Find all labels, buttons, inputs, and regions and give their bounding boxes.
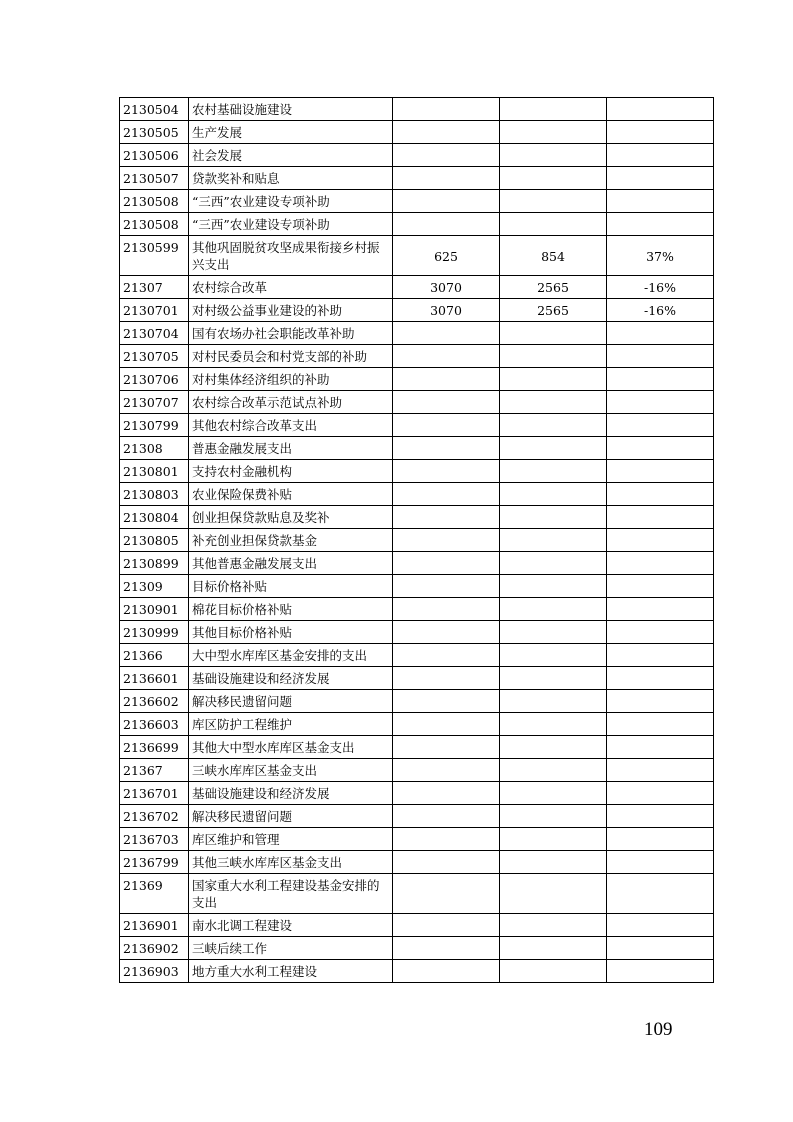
subject-code-cell: 2130507	[120, 167, 189, 190]
value-cell-b	[500, 460, 607, 483]
subject-name-cell: 国家重大水利工程建设基金安排的支出	[189, 874, 393, 914]
subject-code-cell: 21307	[120, 276, 189, 299]
value-cell-b: 2565	[500, 299, 607, 322]
table-row	[120, 368, 714, 391]
value-cell-a	[393, 144, 500, 167]
table-row	[120, 98, 714, 121]
value-cell-a: 625	[393, 236, 500, 276]
subject-name-cell: 生产发展	[189, 121, 393, 144]
table-row	[120, 713, 714, 736]
table-row	[120, 552, 714, 575]
subject-name-cell: 基础设施建设和经济发展	[189, 667, 393, 690]
value-cell-c	[607, 960, 714, 983]
subject-name-cell: 基础设施建设和经济发展	[189, 782, 393, 805]
value-cell-b	[500, 690, 607, 713]
value-cell-a	[393, 414, 500, 437]
subject-name-cell: 解决移民遗留问题	[189, 805, 393, 828]
value-cell-b	[500, 805, 607, 828]
table-row	[120, 914, 714, 937]
value-cell-b	[500, 345, 607, 368]
table-row	[120, 667, 714, 690]
value-cell-c	[607, 759, 714, 782]
value-cell-c	[607, 713, 714, 736]
subject-code-cell: 2136902	[120, 937, 189, 960]
table-row	[120, 621, 714, 644]
value-cell-b	[500, 914, 607, 937]
value-cell-b	[500, 529, 607, 552]
value-cell-b	[500, 575, 607, 598]
value-cell-a	[393, 782, 500, 805]
subject-name-cell: 三峡水库库区基金支出	[189, 759, 393, 782]
value-cell-c	[607, 914, 714, 937]
value-cell-b	[500, 391, 607, 414]
subject-code-cell: 2136799	[120, 851, 189, 874]
table-row	[120, 805, 714, 828]
value-cell-b	[500, 598, 607, 621]
value-cell-b	[500, 483, 607, 506]
table-row	[120, 167, 714, 190]
value-cell-c	[607, 368, 714, 391]
value-cell-b	[500, 167, 607, 190]
value-cell-c	[607, 621, 714, 644]
subject-name-cell: 目标价格补贴	[189, 575, 393, 598]
subject-name-cell: 补充创业担保贷款基金	[189, 529, 393, 552]
page-number: 109	[644, 1019, 673, 1040]
subject-code-cell: 2130799	[120, 414, 189, 437]
value-cell-a	[393, 322, 500, 345]
subject-name-cell: 地方重大水利工程建设	[189, 960, 393, 983]
subject-name-cell: 其他农村综合改革支出	[189, 414, 393, 437]
value-cell-a	[393, 621, 500, 644]
subject-code-cell: 2130804	[120, 506, 189, 529]
subject-name-cell: 库区防护工程维护	[189, 713, 393, 736]
value-cell-b	[500, 759, 607, 782]
subject-name-cell: 农村基础设施建设	[189, 98, 393, 121]
value-cell-c: -16%	[607, 276, 714, 299]
value-cell-a	[393, 759, 500, 782]
value-cell-a	[393, 828, 500, 851]
subject-name-cell: “三西”农业建设专项补助	[189, 213, 393, 236]
table-row	[120, 391, 714, 414]
table-row	[120, 529, 714, 552]
value-cell-a	[393, 190, 500, 213]
value-cell-a	[393, 529, 500, 552]
value-cell-c	[607, 782, 714, 805]
subject-code-cell: 2130508	[120, 213, 189, 236]
value-cell-a	[393, 575, 500, 598]
subject-code-cell: 2130504	[120, 98, 189, 121]
value-cell-b	[500, 368, 607, 391]
value-cell-c	[607, 667, 714, 690]
table-row	[120, 828, 714, 851]
subject-code-cell: 2130899	[120, 552, 189, 575]
table-row	[120, 690, 714, 713]
subject-name-cell: 对村集体经济组织的补助	[189, 368, 393, 391]
value-cell-c	[607, 690, 714, 713]
value-cell-c	[607, 529, 714, 552]
table-row	[120, 937, 714, 960]
table-row	[120, 736, 714, 759]
table-row	[120, 759, 714, 782]
table-row	[120, 276, 714, 299]
value-cell-b: 2565	[500, 276, 607, 299]
table-row	[120, 851, 714, 874]
table-row	[120, 483, 714, 506]
subject-code-cell: 2136699	[120, 736, 189, 759]
table-row	[120, 213, 714, 236]
value-cell-a	[393, 713, 500, 736]
value-cell-a	[393, 667, 500, 690]
subject-code-cell: 2130801	[120, 460, 189, 483]
subject-name-cell: 棉花目标价格补贴	[189, 598, 393, 621]
subject-name-cell: 创业担保贷款贴息及奖补	[189, 506, 393, 529]
subject-code-cell: 2136603	[120, 713, 189, 736]
subject-name-cell: 其他三峡水库库区基金支出	[189, 851, 393, 874]
subject-code-cell: 2130701	[120, 299, 189, 322]
subject-name-cell: 其他大中型水库库区基金支出	[189, 736, 393, 759]
value-cell-c	[607, 736, 714, 759]
value-cell-a: 3070	[393, 299, 500, 322]
value-cell-c	[607, 121, 714, 144]
table-row	[120, 598, 714, 621]
value-cell-b: 854	[500, 236, 607, 276]
value-cell-a	[393, 98, 500, 121]
value-cell-a	[393, 167, 500, 190]
subject-name-cell: 贷款奖补和贴息	[189, 167, 393, 190]
value-cell-a	[393, 121, 500, 144]
subject-code-cell: 2130999	[120, 621, 189, 644]
subject-code-cell: 2136701	[120, 782, 189, 805]
subject-code-cell: 2130901	[120, 598, 189, 621]
value-cell-c	[607, 874, 714, 914]
table-row	[120, 437, 714, 460]
value-cell-b	[500, 98, 607, 121]
subject-name-cell: 库区维护和管理	[189, 828, 393, 851]
table-row	[120, 782, 714, 805]
value-cell-a	[393, 437, 500, 460]
subject-name-cell: “三西”农业建设专项补助	[189, 190, 393, 213]
value-cell-c	[607, 575, 714, 598]
value-cell-b	[500, 874, 607, 914]
value-cell-c	[607, 345, 714, 368]
table-row	[120, 345, 714, 368]
value-cell-b	[500, 506, 607, 529]
subject-name-cell: 普惠金融发展支出	[189, 437, 393, 460]
subject-code-cell: 2136702	[120, 805, 189, 828]
table-row	[120, 874, 714, 914]
subject-name-cell: 大中型水库库区基金安排的支出	[189, 644, 393, 667]
value-cell-a	[393, 345, 500, 368]
subject-code-cell: 21309	[120, 575, 189, 598]
value-cell-b	[500, 437, 607, 460]
value-cell-a	[393, 213, 500, 236]
value-cell-a	[393, 914, 500, 937]
value-cell-c	[607, 322, 714, 345]
value-cell-a	[393, 644, 500, 667]
subject-name-cell: 社会发展	[189, 144, 393, 167]
value-cell-a	[393, 506, 500, 529]
value-cell-b	[500, 414, 607, 437]
value-cell-c	[607, 167, 714, 190]
subject-code-cell: 2130805	[120, 529, 189, 552]
value-cell-a	[393, 598, 500, 621]
subject-name-cell: 农业保险保费补贴	[189, 483, 393, 506]
subject-code-cell: 2136601	[120, 667, 189, 690]
subject-code-cell: 2130506	[120, 144, 189, 167]
value-cell-a	[393, 937, 500, 960]
subject-name-cell: 解决移民遗留问题	[189, 690, 393, 713]
table-row	[120, 190, 714, 213]
value-cell-c	[607, 437, 714, 460]
subject-code-cell: 2130508	[120, 190, 189, 213]
value-cell-b	[500, 713, 607, 736]
subject-code-cell: 2136602	[120, 690, 189, 713]
value-cell-c	[607, 851, 714, 874]
value-cell-b	[500, 621, 607, 644]
subject-name-cell: 三峡后续工作	[189, 937, 393, 960]
value-cell-c	[607, 805, 714, 828]
subject-name-cell: 国有农场办社会职能改革补助	[189, 322, 393, 345]
subject-code-cell: 2136903	[120, 960, 189, 983]
subject-name-cell: 南水北调工程建设	[189, 914, 393, 937]
value-cell-a	[393, 483, 500, 506]
value-cell-b	[500, 322, 607, 345]
subject-name-cell: 其他目标价格补贴	[189, 621, 393, 644]
value-cell-c	[607, 937, 714, 960]
value-cell-b	[500, 144, 607, 167]
value-cell-c	[607, 598, 714, 621]
table-row	[120, 322, 714, 345]
subject-code-cell: 2130707	[120, 391, 189, 414]
value-cell-a	[393, 460, 500, 483]
subject-code-cell: 2136901	[120, 914, 189, 937]
subject-code-cell: 21369	[120, 874, 189, 914]
value-cell-c	[607, 828, 714, 851]
value-cell-a	[393, 736, 500, 759]
value-cell-b	[500, 960, 607, 983]
value-cell-b	[500, 121, 607, 144]
table-row	[120, 144, 714, 167]
table-row	[120, 299, 714, 322]
subject-code-cell: 2130505	[120, 121, 189, 144]
table-row	[120, 644, 714, 667]
subject-name-cell: 其他巩固脱贫攻坚成果衔接乡村振兴支出	[189, 236, 393, 276]
value-cell-a	[393, 805, 500, 828]
table-body	[120, 98, 714, 983]
value-cell-c	[607, 644, 714, 667]
value-cell-c: -16%	[607, 299, 714, 322]
value-cell-a	[393, 874, 500, 914]
value-cell-a	[393, 960, 500, 983]
subject-code-cell: 2136703	[120, 828, 189, 851]
value-cell-b	[500, 667, 607, 690]
table-row	[120, 121, 714, 144]
subject-code-cell: 2130803	[120, 483, 189, 506]
value-cell-b	[500, 851, 607, 874]
subject-code-cell: 2130705	[120, 345, 189, 368]
budget-table	[119, 97, 714, 983]
subject-name-cell: 支持农村金融机构	[189, 460, 393, 483]
value-cell-c	[607, 98, 714, 121]
table-row	[120, 460, 714, 483]
subject-name-cell: 对村民委员会和村党支部的补助	[189, 345, 393, 368]
value-cell-c	[607, 460, 714, 483]
table-row	[120, 236, 714, 276]
value-cell-c	[607, 391, 714, 414]
value-cell-c	[607, 552, 714, 575]
subject-name-cell: 其他普惠金融发展支出	[189, 552, 393, 575]
table-row	[120, 414, 714, 437]
table-row	[120, 960, 714, 983]
value-cell-b	[500, 736, 607, 759]
value-cell-a	[393, 368, 500, 391]
value-cell-a	[393, 851, 500, 874]
table-row	[120, 575, 714, 598]
value-cell-b	[500, 782, 607, 805]
subject-code-cell: 21308	[120, 437, 189, 460]
value-cell-a	[393, 552, 500, 575]
value-cell-c	[607, 414, 714, 437]
value-cell-b	[500, 213, 607, 236]
subject-name-cell: 农村综合改革示范试点补助	[189, 391, 393, 414]
subject-code-cell: 2130599	[120, 236, 189, 276]
value-cell-b	[500, 828, 607, 851]
value-cell-b	[500, 190, 607, 213]
subject-code-cell: 2130706	[120, 368, 189, 391]
value-cell-c	[607, 190, 714, 213]
value-cell-c	[607, 213, 714, 236]
value-cell-b	[500, 937, 607, 960]
subject-code-cell: 21367	[120, 759, 189, 782]
value-cell-c: 37%	[607, 236, 714, 276]
value-cell-c	[607, 144, 714, 167]
value-cell-c	[607, 483, 714, 506]
value-cell-b	[500, 552, 607, 575]
subject-name-cell: 对村级公益事业建设的补助	[189, 299, 393, 322]
subject-code-cell: 21366	[120, 644, 189, 667]
value-cell-c	[607, 506, 714, 529]
value-cell-a	[393, 690, 500, 713]
value-cell-a: 3070	[393, 276, 500, 299]
subject-code-cell: 2130704	[120, 322, 189, 345]
table-row	[120, 506, 714, 529]
value-cell-a	[393, 391, 500, 414]
value-cell-b	[500, 644, 607, 667]
subject-name-cell: 农村综合改革	[189, 276, 393, 299]
